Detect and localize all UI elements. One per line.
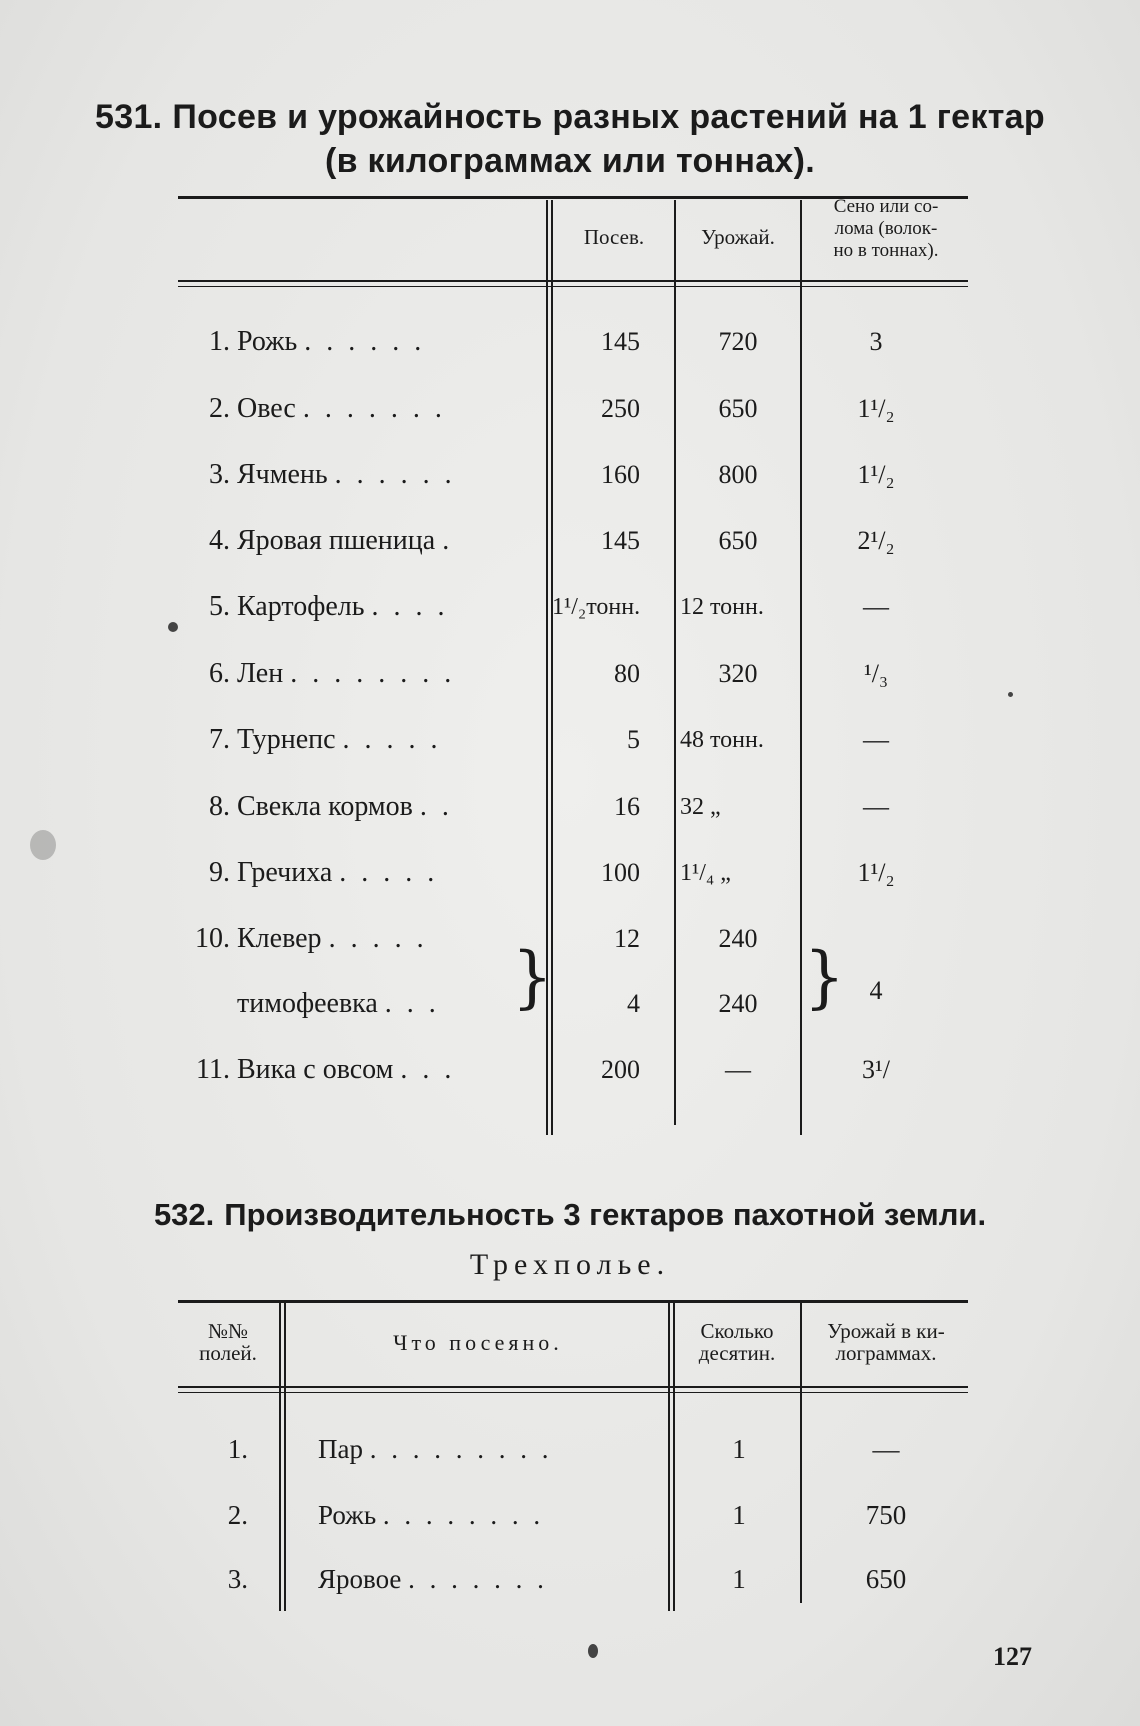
sown-crop: [318, 1432, 552, 1466]
table-531-row-label: [180, 922, 428, 956]
table-531-vline-2: [674, 200, 676, 1125]
table-532-header-rule-2: [178, 1392, 968, 1393]
clover-hay-value: 4: [869, 976, 883, 1005]
table-532-title: [100, 1195, 1040, 1235]
harvest-value: 32 „: [680, 794, 721, 820]
row-number: 6.: [209, 658, 230, 689]
row-number: 4.: [209, 525, 230, 556]
scan-speck: [1008, 692, 1013, 697]
table-531-number: 531.: [95, 98, 163, 136]
page-number: 127: [993, 1642, 1032, 1671]
table-531-row-label: [180, 392, 446, 426]
clover-brace-right: }: [804, 939, 845, 1017]
leader-dots: . . . .: [371, 591, 449, 622]
hay-value: 1¹/₂: [857, 460, 895, 489]
table-531-row-label: [180, 856, 438, 890]
sowing-value: 4: [627, 989, 640, 1018]
crop-name: Вика с овсом: [237, 1054, 394, 1085]
row-number: 11.: [196, 1054, 230, 1085]
sown-crop: [318, 1498, 544, 1532]
sowing-value: 250: [601, 394, 640, 423]
harvest-kg-value: —: [872, 1434, 900, 1464]
crop-name: Пар: [318, 1434, 363, 1464]
hay-value: 3: [869, 327, 883, 356]
crop-name: Клевер: [237, 923, 322, 954]
table-531-row-label: [180, 325, 425, 359]
header-sowing: Посев.: [583, 225, 645, 249]
row-number: 1.: [209, 326, 230, 357]
table-531-header-rule: [178, 280, 968, 282]
sowing-value: 200: [601, 1055, 640, 1084]
scan-speck: [168, 622, 178, 632]
table-531-row-label: [180, 987, 440, 1021]
crop-name: Турнепс: [237, 724, 336, 755]
hay-value: 1¹/₂: [857, 858, 895, 887]
harvest-value: 240: [718, 924, 758, 953]
field-number: 3.: [227, 1564, 248, 1594]
row-number: 10.: [195, 923, 230, 954]
sowing-value: 145: [601, 526, 640, 555]
leader-dots: . . . . . . . .: [290, 658, 456, 689]
leader-dots: . .: [419, 791, 453, 822]
crop-name: Яровая пшеница: [237, 525, 436, 556]
row-number: 8.: [209, 791, 230, 822]
row-number: 5.: [209, 591, 230, 622]
table-532-subtitle: Трехполье.: [469, 1248, 671, 1281]
harvest-kg-value: 750: [865, 1500, 907, 1530]
field-number: 2.: [227, 1500, 248, 1530]
leader-dots: . . . . . . .: [302, 393, 446, 424]
sowing-value: 1¹/₂тонн.: [552, 594, 641, 620]
scan-speck: [588, 1644, 598, 1658]
harvest-value: 1¹/₄ „: [680, 860, 731, 886]
sowing-value: 160: [601, 460, 640, 489]
row-number: 9.: [209, 857, 230, 888]
crop-name: тимофеевка: [237, 988, 378, 1019]
table-532-top-rule: [178, 1300, 968, 1303]
harvest-value: 12 тонн.: [680, 594, 764, 620]
sowing-value: 80: [614, 659, 640, 688]
harvest-value: 320: [718, 659, 758, 688]
table-532-header-rule: [178, 1386, 968, 1388]
table-532-vline-1b: [284, 1303, 286, 1611]
sowing-value: 100: [601, 858, 640, 887]
table-531-row-label: [180, 458, 456, 492]
field-number: 1.: [227, 1434, 248, 1464]
header-hay: Сено или со- лома (волок- но в тоннах).: [833, 196, 939, 261]
table-532-vline-3: [800, 1303, 802, 1603]
hay-value: —: [863, 792, 889, 821]
crop-name: Ячмень: [237, 459, 328, 490]
leader-dots: . . . . . . . . .: [369, 1434, 553, 1464]
table-531-title-line2: (в килограммах или тоннах).: [324, 142, 816, 180]
row-number: 2.: [209, 393, 230, 424]
sowing-value: 16: [614, 792, 640, 821]
sowing-value: 12: [614, 924, 640, 953]
hay-value: 3¹/: [861, 1055, 891, 1084]
crop-name: Картофель: [237, 591, 365, 622]
harvest-value: —: [725, 1055, 751, 1084]
leader-dots: . . . . . . . .: [382, 1500, 545, 1530]
hay-value: 1¹/₂: [857, 394, 895, 423]
header-what-sown: Что посеяно.: [393, 1330, 563, 1355]
table-531-row-label: [180, 657, 455, 691]
header-desyatin: Сколько десятин.: [698, 1319, 776, 1365]
sown-crop: [318, 1562, 548, 1596]
harvest-value: 48 тонн.: [680, 727, 764, 753]
hay-value: ¹/₃: [863, 659, 889, 688]
hay-value: —: [863, 592, 889, 621]
sowing-value: 145: [601, 327, 640, 356]
crop-name: Гречиха: [237, 857, 333, 888]
crop-name: Лен: [237, 658, 284, 689]
crop-name: Овес: [237, 393, 296, 424]
harvest-value: 800: [718, 460, 758, 489]
leader-dots: .: [442, 525, 454, 556]
row-number: 7.: [209, 724, 230, 755]
table-531-title: [90, 95, 1050, 183]
leader-dots: . . . . . .: [334, 459, 456, 490]
desyatin-value: 1: [732, 1500, 746, 1530]
table-531-vline-3: [800, 200, 802, 1135]
desyatin-value: 1: [732, 1564, 746, 1594]
table-531-title-line1: Посев и урожайность разных растений на 1 гектар: [172, 98, 1045, 136]
harvest-value: 240: [718, 989, 758, 1018]
header-harvest: Урожай.: [701, 225, 775, 249]
table-531-header-rule-2: [178, 286, 968, 287]
hay-value: 2¹/₂: [857, 526, 895, 555]
header-harvest-kg: Урожай в ки- лограммах.: [827, 1319, 945, 1365]
table-532-title-text: Производительность 3 гектаров пахотной земли.: [224, 1197, 987, 1232]
leader-dots: . . . . . .: [304, 326, 426, 357]
leader-dots: . . . . . . .: [408, 1564, 548, 1594]
crop-name: Рожь: [237, 326, 298, 357]
harvest-value: 650: [718, 526, 758, 555]
harvest-value: 650: [718, 394, 758, 423]
crop-name: Яровое: [318, 1564, 402, 1594]
leader-dots: . . . . .: [342, 724, 442, 755]
harvest-value: 720: [718, 327, 758, 356]
row-number: 3.: [209, 459, 230, 490]
leader-dots: . . . . .: [328, 923, 428, 954]
harvest-kg-value: 650: [865, 1564, 907, 1594]
scan-smudge: [30, 830, 56, 860]
sowing-value: 5: [627, 725, 640, 754]
leader-dots: . . .: [400, 1054, 456, 1085]
table-531-row-label: [180, 723, 442, 757]
leader-dots: . . . . .: [339, 857, 439, 888]
crop-name: Свекла кормов: [237, 791, 413, 822]
crop-name: Рожь: [318, 1500, 377, 1530]
header-field-no: №№ полей.: [199, 1319, 257, 1365]
table-532-number: 532.: [153, 1197, 215, 1232]
table-531-row-label: [180, 1053, 455, 1087]
table-531-row-label: [180, 524, 453, 558]
hay-value: —: [863, 725, 889, 754]
desyatin-value: 1: [732, 1434, 746, 1464]
clover-brace-left: }: [512, 939, 553, 1017]
table-532-vline-2b: [673, 1303, 675, 1611]
table-531-row-label: [180, 790, 453, 824]
table-532-vline-1: [279, 1303, 281, 1611]
table-531-row-label: [180, 590, 449, 624]
leader-dots: . . .: [384, 988, 440, 1019]
table-532-vline-2: [668, 1303, 670, 1611]
